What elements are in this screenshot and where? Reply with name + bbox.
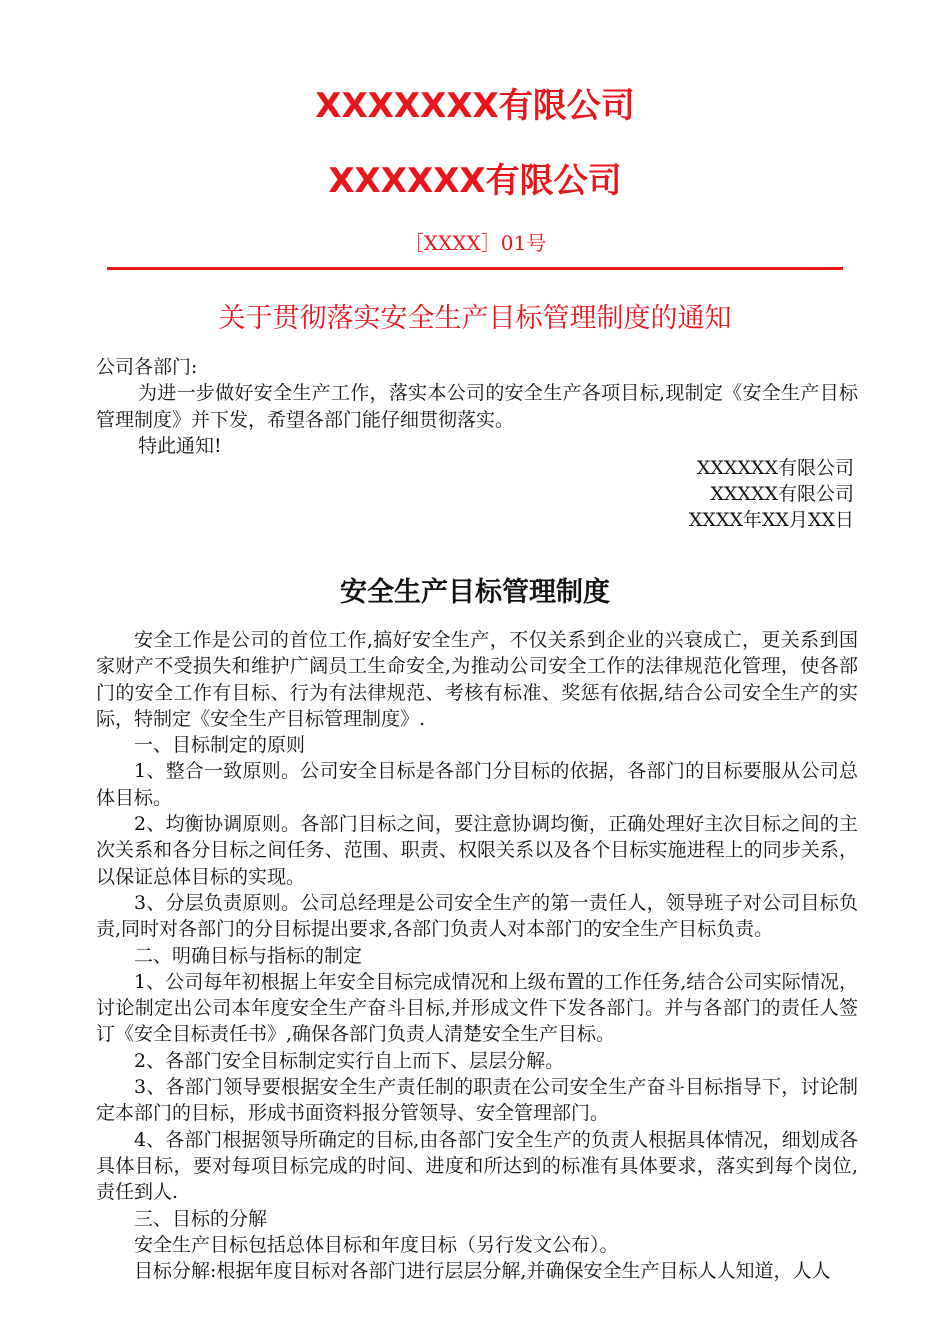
regulation-paragraph: 4、各部门根据领导所确定的目标,由各部门安全生产的负责人根据具体情况，细划成各具体目标，要对每项目标完成的时间、进度和所达到的标准有具体要求，落实到每个岗位,责任到人. — [96, 1128, 858, 1204]
regulation-paragraph: 目标分解:根据年度目标对各部门进行层层分解,并确保安全生产目标人人知道，人人 — [134, 1260, 831, 1283]
signature-date: XXXX年XX月XX日 — [688, 509, 854, 531]
regulation-paragraph: 1、公司每年初根据上年安全目标完成情况和上级布置的工作任务,结合公司实际情况，讨论制定出公司本年度安全生产奋斗目标,并形成文件下发各部门。并与各部门的责任人签订《安全目标责任书》,确保各部门负责人清楚安全生产目标。 — [96, 970, 858, 1046]
regulation-paragraph: 安全工作是公司的首位工作,搞好安全生产，不仅关系到企业的兴衰成亡，更关系到国家财产不受损失和维护广阔员工生命安全,为推动公司安全工作的法律规范化管理，使各部门的安全工作有目标、行为有法律规范、考核有标准、奖惩有依据,结合公司安全生产的实际，特制定《安全生产目标管理制度》. — [96, 629, 858, 730]
red-divider-line — [107, 267, 843, 270]
notice-title: 关于贯彻落实安全生产目标管理制度的通知 — [218, 303, 732, 334]
regulation-paragraph: 2、各部门安全目标制定实行自上而下、层层分解。 — [134, 1049, 565, 1072]
signature-company-1: XXXXXX有限公司 — [696, 457, 854, 479]
regulation-paragraph: 安全生产目标包括总体目标和年度目标（另行发文公布）。 — [134, 1233, 619, 1256]
regulation-paragraph: 3、分层负责原则。公司总经理是公司安全生产的第一责任人，领导班子对公司目标负责,同时对各部门的分目标提出要求,各部门负责人对本部门的安全生产目标负责。 — [96, 891, 858, 941]
notice-salutation: 公司各部门: — [96, 356, 198, 378]
notice-paragraph: 为进一步做好安全生产工作，落实本公司的安全生产各项目标,现制定《安全生产目标管理制度》并下发，希望各部门能仔细贯彻落实。 — [96, 382, 858, 431]
notice-closing: 特此通知! — [138, 435, 222, 457]
issuer-name-2: XXXXXX有限公司 — [328, 161, 622, 201]
regulation-paragraph: 1、整合一致原则。公司安全目标是各部门分目标的依据，各部门的目标要服从公司总体目标。 — [96, 760, 858, 809]
document-number: ［XXXX］01号 — [403, 231, 547, 255]
signature-company-2: XXXXX有限公司 — [710, 483, 854, 505]
regulation-body — [96, 627, 858, 1284]
regulation-title: 安全生产目标管理制度 — [340, 577, 610, 608]
issuer-name-1: XXXXXXX有限公司 — [315, 86, 635, 126]
section-heading: 二、明确目标与指标的制定 — [134, 944, 363, 967]
section-heading: 三、目标的分解 — [134, 1207, 268, 1230]
regulation-paragraph: 2、均衡协调原则。各部门目标之间，要注意协调均衡，正确处理好主次目标之间的主次关系和各分目标之间任务、范围、职责、权限关系以及各个目标实施进程上的同步关系，以保证总体目标的实现。 — [96, 813, 858, 888]
section-heading: 一、目标制定的原则 — [134, 734, 306, 757]
regulation-paragraph: 3、各部门领导要根据安全生产责任制的职责在公司安全生产奋斗目标指导下，讨论制定本部门的目标，形成书面资料报分管领导、安全管理部门。 — [96, 1076, 858, 1125]
